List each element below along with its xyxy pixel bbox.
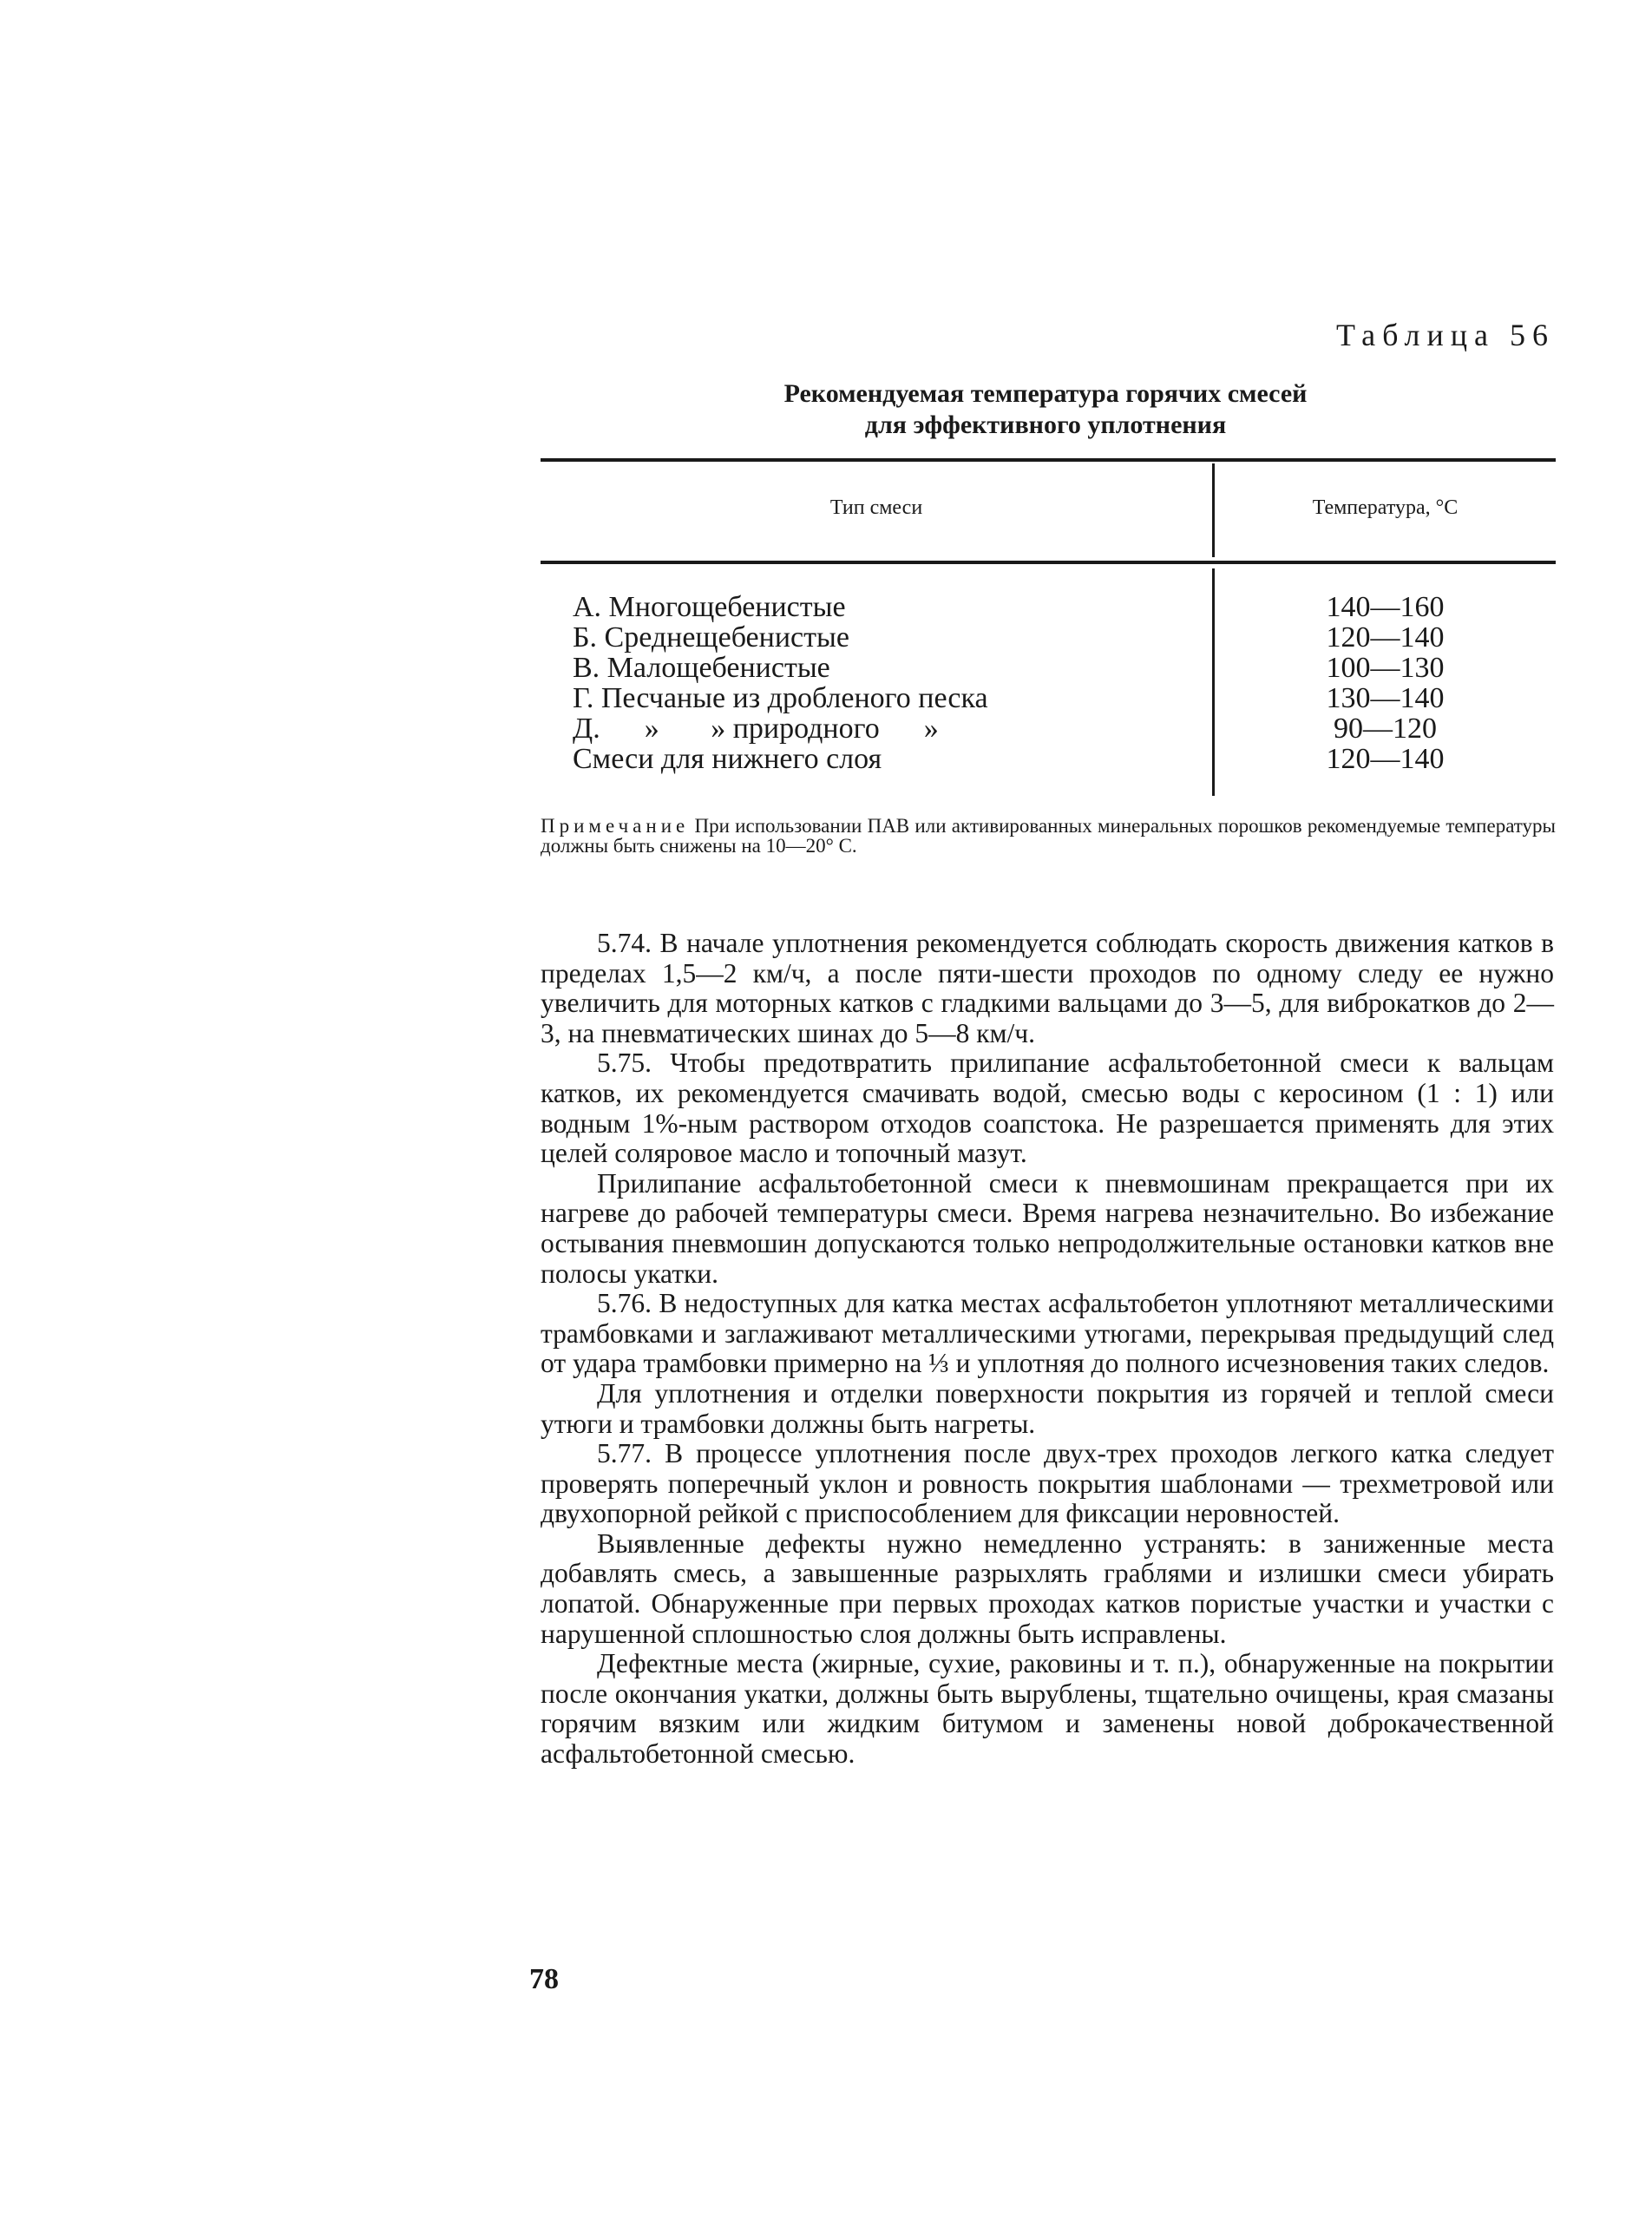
temperature-cell: 100—130 xyxy=(1326,652,1445,684)
note-label: Примечание xyxy=(541,815,690,837)
table-top-rule xyxy=(541,458,1556,462)
temperature-cell: 90—120 xyxy=(1334,713,1437,745)
paragraph-5-77: 5.77. В процессе уплотнения после двух-трех проходов легкого катка следует проверять поперечный уклон и ровность покрытия шаблонами — трехметровой или двухопорной рейкой с приспособлением для фиксации неровностей. xyxy=(541,1438,1554,1529)
mix-type-cell: В. Малощебенистые xyxy=(573,652,830,684)
note-text: При использовании ПАВ или активированных минеральных порошков рекомендуемые температуры должны быть снижены на 10—20° С. xyxy=(541,815,1557,857)
temperature-cell: 120—140 xyxy=(1326,621,1445,654)
table-header-rule xyxy=(541,561,1556,564)
table-title xyxy=(538,378,1553,441)
table-note xyxy=(541,816,1556,856)
paragraph: Для уплотнения и отделки поверхности покрытия из горячей и теплой смеси утюги и трамбовки должны быть нагреты. xyxy=(541,1377,1554,1439)
column-header-temperature: Температура, °С xyxy=(1312,496,1459,519)
mix-type-cell: Г. Песчаные из дробленого песка xyxy=(573,682,988,714)
paragraph: Дефектные места (жирные, сухие, раковины и т. п.), обнаруженные на покрытии после окончания укатки, должны быть вырублены, тщательно очищены, края смазаны горячим вязким или жидким битумом и заменены новой доброкачественной асфальтобетонной смесью. xyxy=(541,1648,1554,1770)
paragraph-5-75: 5.75. Чтобы предотвратить прилипание асфальтобетонной смеси к вальцам катков, их рекомендуется смачивать водой, смесью воды с керосином (1 : 1) или водным 1%-ным раствором отходов соапстока. Не разрешается применять для этих целей соляровое масло и топочный мазут. xyxy=(541,1048,1554,1169)
temperature-cell: 130—140 xyxy=(1326,682,1445,714)
temperature-cell: 140—160 xyxy=(1326,591,1445,623)
table-title-line-2: для эффективного уплотнения xyxy=(864,411,1227,439)
temperature-column xyxy=(1215,592,1556,774)
paragraph: Прилипание асфальтобетонной смеси к пневмошинам прекращается при их нагреве до рабочей температуры смеси. Время нагрева незначительно. Во избежание остывания пневмошин допускаются только непродолжительные остановки катков вне полосы укатки. xyxy=(541,1167,1554,1289)
paragraph: Выявленные дефекты нужно немедленно устранять: в заниженные места добавлять смесь, а завышенные разрыхлять граблями и излишки смеси убирать лопатой. Обнаруженные при первых проходах катков пористые участки и участки с нарушенной сплошностью слоя должны быть исправлены. xyxy=(541,1527,1554,1649)
body-text xyxy=(541,929,1554,1770)
mix-type-column xyxy=(573,592,988,774)
page-number: 78 xyxy=(529,1963,559,1995)
column-header-type: Тип смеси xyxy=(829,496,923,519)
mix-type-cell: А. Многощебенистые xyxy=(573,591,846,623)
table-title-line-1: Рекомендуемая температура горячих смесей xyxy=(783,379,1308,408)
mix-type-cell: Смеси для нижнего слоя xyxy=(573,743,882,775)
table-number: Таблица 56 xyxy=(1336,318,1555,352)
paragraph-5-74: 5.74. В начале уплотнения рекомендуется соблюдать скорость движения катков в пределах 1,5—2 км/ч, а после пяти-шести проходов по одному следу ее нужно увеличить для моторных катков с гладкими вальцами до 3—5, для виброкатков до 2—3, на пневматических шинах до 5—8 км/ч. xyxy=(541,928,1554,1048)
mix-type-cell: Б. Среднещебенистые xyxy=(573,621,849,654)
temperature-cell: 120—140 xyxy=(1326,743,1445,775)
paragraph-5-76: 5.76. В недоступных для катка местах асфальтобетон уплотняют металлическими трамбовками и заглаживают металлическими утюгами, перекрывая предыдущий след от удара трамбовки примерно на ⅓ и уплотняя до полного исчезновения таких следов. xyxy=(541,1288,1554,1379)
mix-type-cell: Д. » » природного » xyxy=(573,713,939,745)
